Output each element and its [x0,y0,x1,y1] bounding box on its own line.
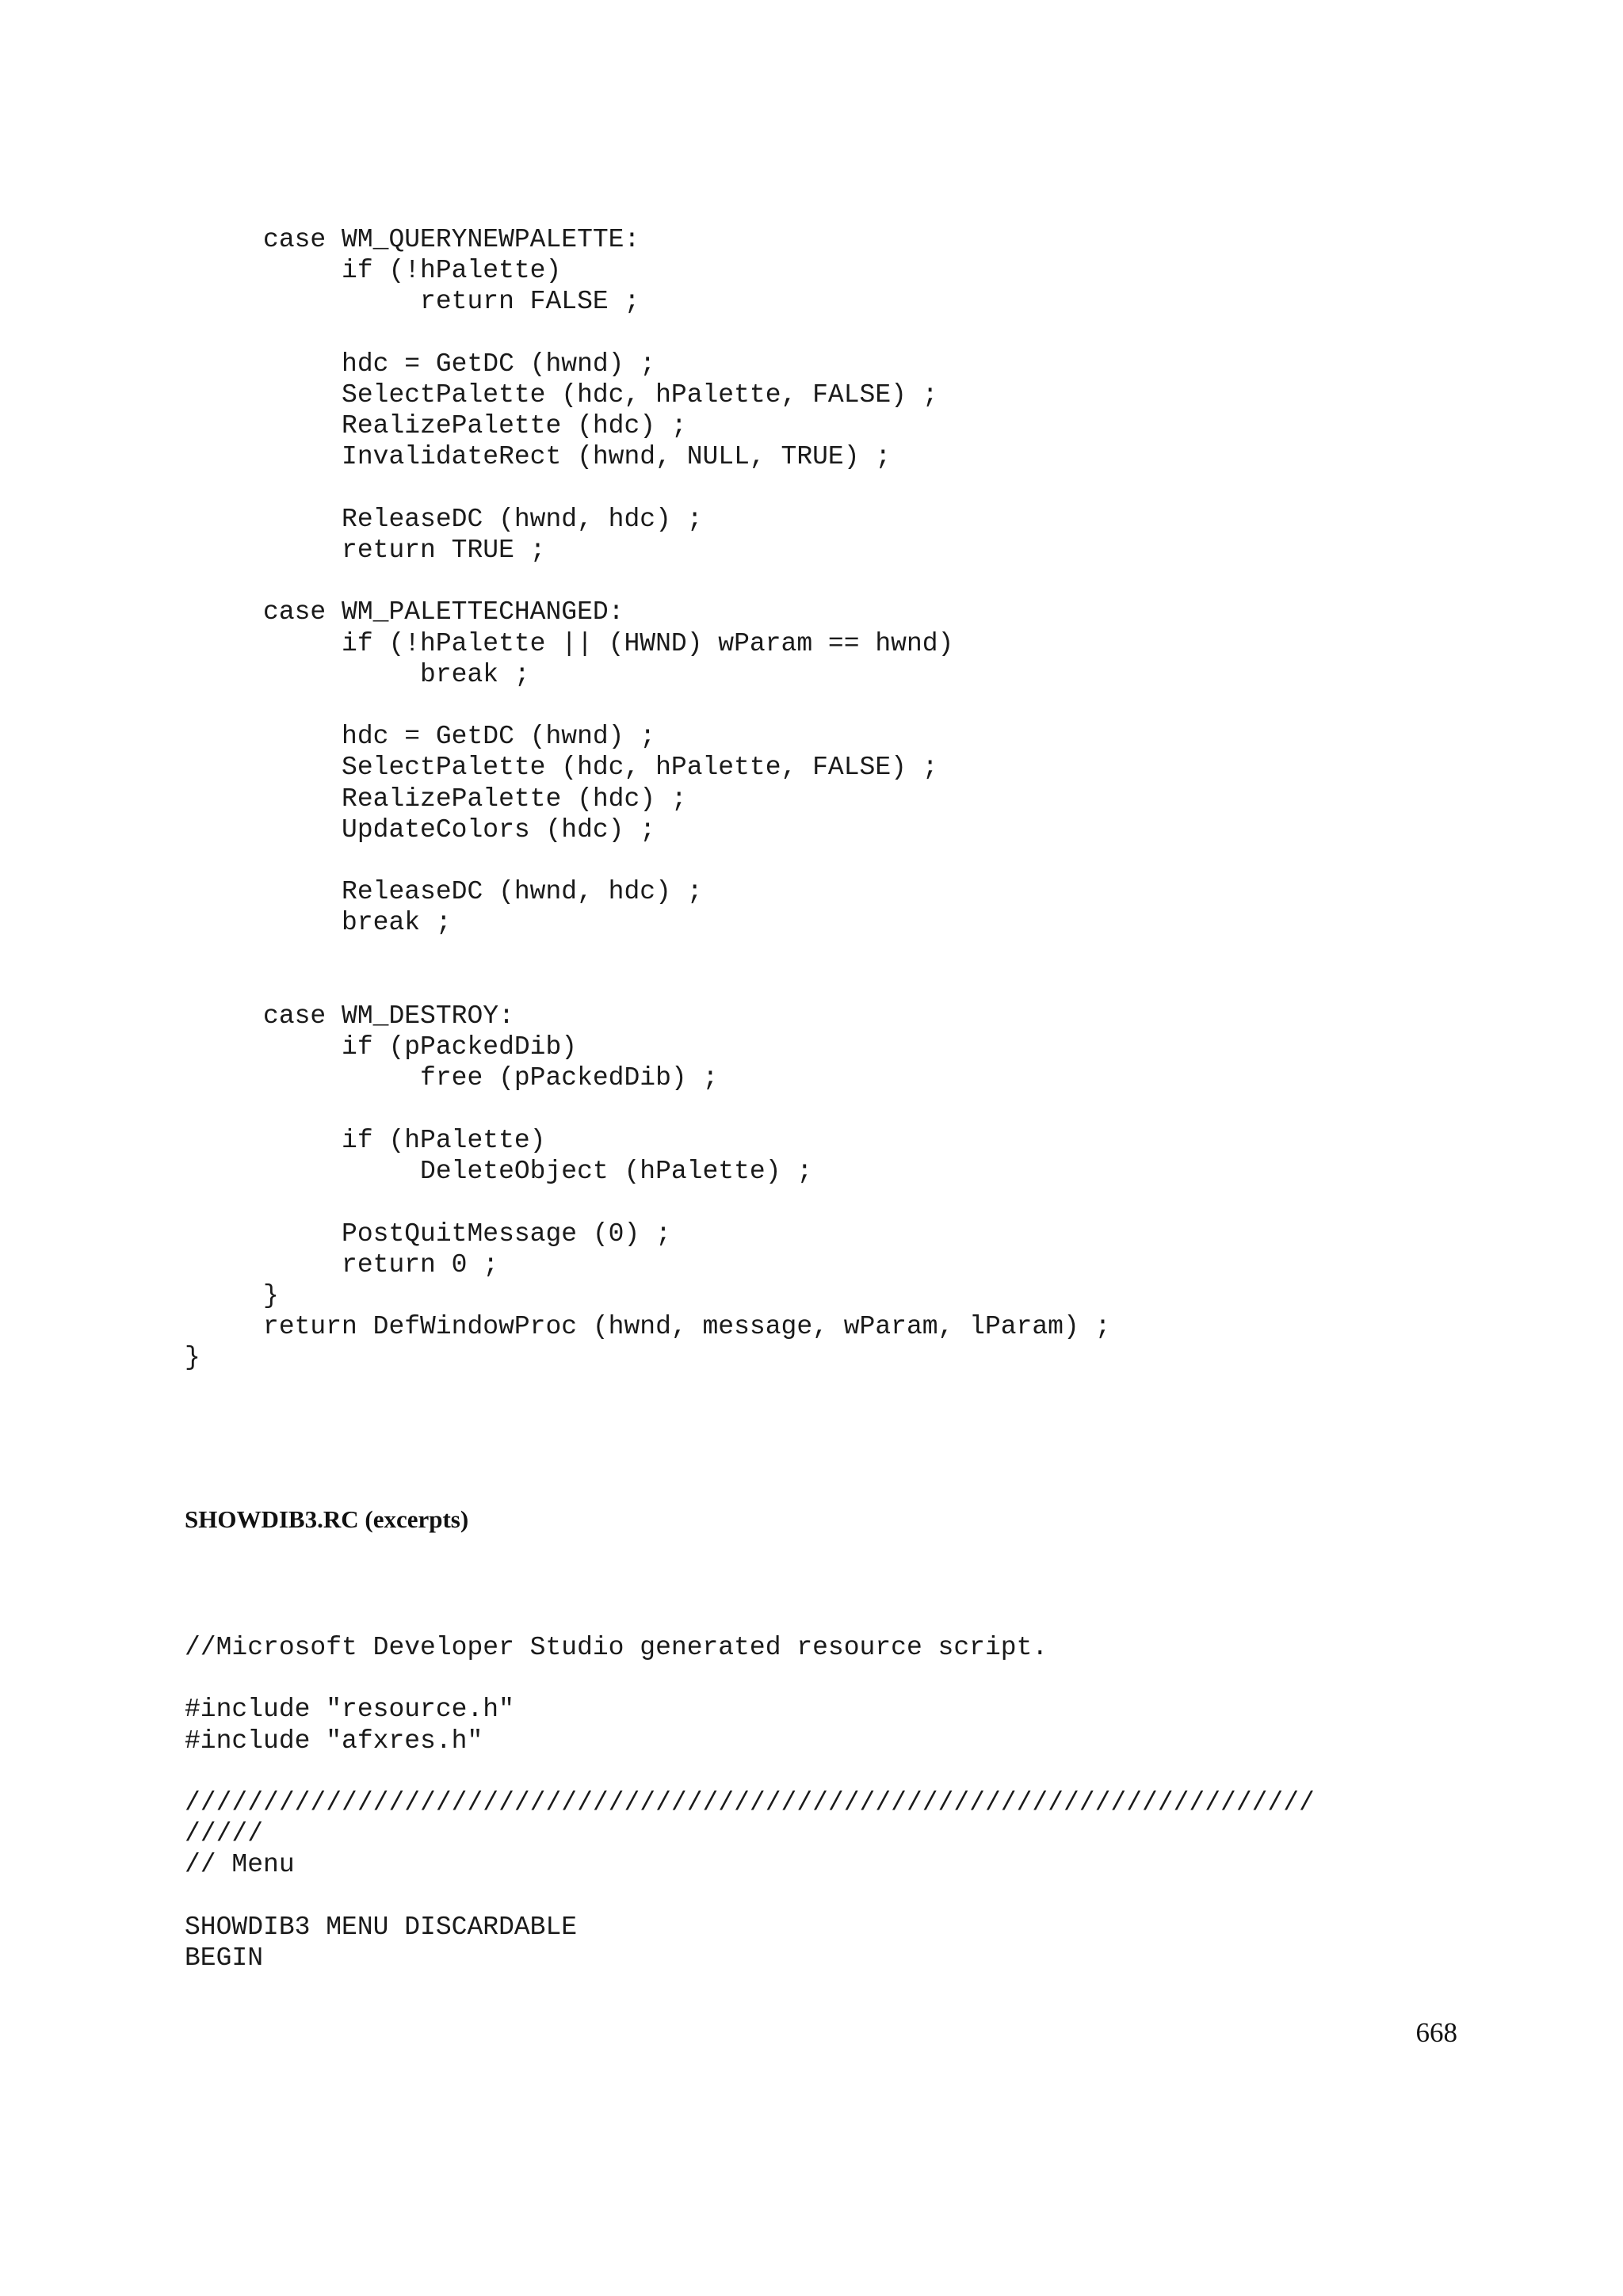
page-number: 668 [1415,2017,1457,2048]
code-listing-resource-script: //Microsoft Developer Studio generated resource script. #include "resource.h" #include "afxres.h" //////////////////////////////////////////////////////////////////////// ///// // Menu SHOWDIB3 MENU DISCARDABLE BEGIN [185,1633,1315,1974]
code-listing-window-procedure: case WM_QUERYNEWPALETTE: if (!hPalette) return FALSE ; hdc = GetDC (hwnd) ; SelectPalette (hdc, hPalette, FALSE) ; RealizePalette (hdc) ; InvalidateRect (hwnd, NULL, TRUE) ; ReleaseDC (hwnd, hdc) ; return TRUE ; case WM_PALETTECHANGED: if (!hPalette || (HWND) wParam == hwnd) break ; hdc = GetDC (hwnd) ; SelectPalette (hdc, hPalette, FALSE) ; RealizePalette (hdc) ; UpdateColors (hdc) ; ReleaseDC (hwnd, hdc) ; break ; case WM_DESTROY: if (pPackedDib) free (pPackedDib) ; if (hPalette) DeleteObject (hPalette) ; PostQuitMessage (0) ; return 0 ; } return DefWindowProc (hwnd, message, wParam, lParam) ; } [185,225,1111,1373]
section-heading: SHOWDIB3.RC (excerpts) [185,1505,469,1533]
